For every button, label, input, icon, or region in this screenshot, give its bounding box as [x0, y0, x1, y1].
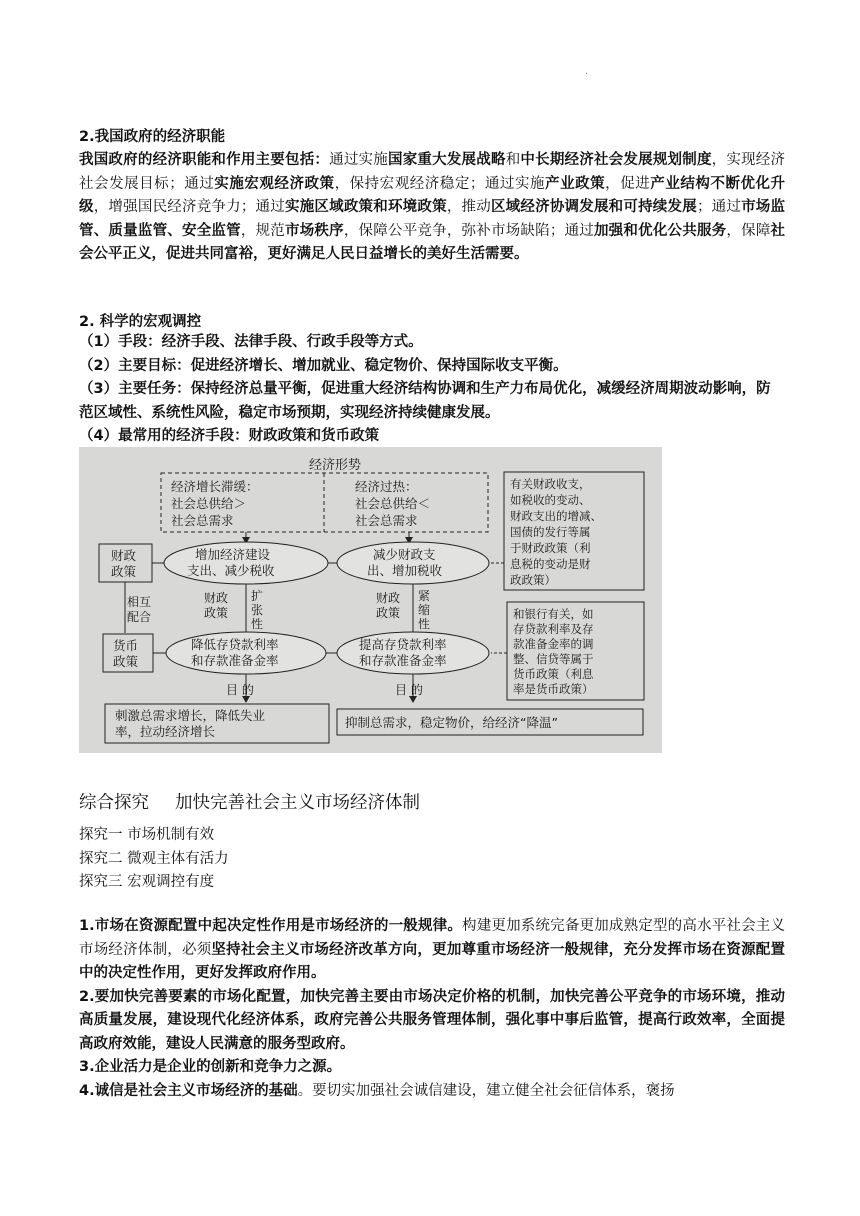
text-run: 通过实施	[329, 152, 388, 168]
text-run: 中长期经济社会发展规划制度	[520, 152, 712, 168]
contract-fiscal-text: 出、增加税收	[367, 563, 443, 578]
contract-monetary-text: 和存款准备金率	[359, 653, 447, 668]
text-run: 市场监管、质量监管、安全监管	[79, 199, 786, 239]
section-1-body	[79, 149, 785, 267]
text-run: ；通过	[696, 199, 742, 215]
text-run: 社会公平正义，促进共同富裕，更好满足人民日益增长的美好生活需要。	[79, 222, 786, 262]
diagram-header: 经济形势	[309, 458, 362, 473]
text-run: ，推动	[446, 199, 491, 215]
coordination-label: 配合	[127, 610, 152, 624]
monetary-note-line: 率是货币政策）	[513, 682, 594, 696]
text-run: 4.诚信是社会主义市场经济的基础	[79, 1082, 298, 1099]
fiscal-note-line: 有关财政收支，	[510, 477, 591, 491]
list-item: 探究三 宏观调控有度	[79, 874, 215, 890]
right-situation-line: 社会总供给＜	[355, 496, 431, 511]
text-run: 2.要加快完善要素的市场化配置，加快完善主要由市场决定价格的机制，加快完善公平竞争的市场环境，推动高质量发展，建设现代化经济体系，政府完善公共服务管理体制，强化事中事后监管，提高行政效率，全面提高政府效能，建设人民满意的服务型政府。	[79, 988, 785, 1052]
text-run: 和	[505, 152, 521, 168]
monetary-note-line: 整、信贷等属于	[513, 652, 594, 666]
text-run: ，增强国民经济竞争力；通过	[93, 199, 285, 215]
list-item: （4）最常用的经济手段：财政政策和货币政策	[79, 428, 380, 444]
expand-monetary-text: 和存款准备金率	[191, 653, 279, 668]
left-situation-line: 经济增长滞缓：	[171, 479, 259, 494]
left-situation-line: 社会总需求	[171, 513, 234, 528]
purpose-label: 目 的	[395, 683, 423, 697]
text-run: ，实现经济社会发展目标；通过	[79, 152, 786, 192]
page-dot-mark: .	[585, 66, 589, 77]
fiscal-note-line: 国债的发行等属	[510, 525, 591, 539]
text-run: 市场秩序	[284, 222, 344, 239]
expansionary-label: 性	[251, 617, 264, 631]
expand-monetary-text: 降低存贷款利率	[191, 637, 279, 652]
mid-fiscal-label: 财政	[204, 591, 229, 605]
text-run: 实施区域政策和环境政策	[284, 199, 447, 215]
text-run: ，规范	[240, 222, 285, 239]
list-item: （2）主要目标：促进经济增长、增加就业、稳定物价、保持国际收支平衡。	[79, 357, 568, 374]
contractionary-label: 缩	[418, 603, 431, 617]
section-3-paragraph	[79, 1056, 785, 1080]
text-run: 构建更加系统完备更加成熟定型的高水平社会主义市场经济体制，必须	[79, 918, 785, 958]
mid-fiscal-label: 财政	[376, 591, 401, 605]
right-situation-line: 经济过热：	[355, 479, 418, 494]
contractionary-label: 性	[418, 617, 431, 631]
section-2-title: 2. 科学的宏观调控	[79, 314, 202, 330]
explore-list	[79, 824, 229, 895]
text-run: 加强和优化公共服务	[593, 222, 727, 239]
text-run: ，保障公平竞争，弥补市场缺陷；通过	[343, 222, 594, 239]
text-run: ，促进	[605, 175, 651, 192]
monetary-note-line: 款准备金率的调	[513, 637, 594, 651]
contract-fiscal-text: 减少财政支	[373, 547, 436, 562]
text-run: 产业政策	[545, 175, 606, 192]
section-3-paragraph	[79, 1080, 785, 1104]
explore-title	[79, 790, 420, 816]
text-run: ，保障	[726, 222, 771, 239]
contractionary-label: 紧	[418, 589, 431, 603]
section-3-paragraph	[79, 915, 785, 986]
fiscal-policy-label: 财政	[111, 548, 137, 563]
text-run: 3.企业活力是企业的创新和竞争力之源。	[79, 1059, 342, 1075]
text-run: 。要切实加强社会诚信建设，建立健全社会征信体系，褒扬	[297, 1082, 675, 1099]
result-left-text: 刺激总需求增长，降低失业	[115, 708, 266, 723]
contract-monetary-text: 提高存贷款利率	[359, 637, 447, 652]
monetary-policy-label: 货币	[113, 638, 139, 653]
text-run: 我国政府的经济职能和作用主要包括：	[79, 152, 330, 168]
purpose-label: 目 的	[226, 683, 254, 697]
fiscal-note-line: 财政支出的增减、	[510, 509, 602, 523]
expansionary-label: 张	[251, 603, 264, 617]
text-run: 1.市场在资源配置中起决定性作用是市场经济的一般规律。	[79, 918, 463, 934]
text-run: 国家重大发展战略	[387, 152, 506, 168]
mid-fiscal-label: 政策	[204, 606, 229, 620]
list-item: 探究一 市场机制有效	[79, 827, 215, 843]
expansionary-label: 扩	[251, 589, 264, 603]
expand-fiscal-text: 支出、减少税收	[187, 563, 275, 578]
text-run: 产业结构不断优化升级	[79, 175, 786, 215]
text-run: ，保持宏观经济稳定；通过实施	[334, 175, 546, 192]
list-item: 探究二 微观主体有活力	[79, 850, 229, 867]
result-right-text: 抑制总需求，稳定物价，给经济“降温”	[345, 715, 558, 730]
section-3-paragraph	[79, 986, 785, 1057]
monetary-note-line: 货币政策（利息	[513, 667, 594, 681]
fiscal-note-line: 政政策）	[510, 573, 556, 587]
mid-fiscal-label: 政策	[376, 606, 401, 620]
left-situation-line: 社会总供给＞	[171, 496, 247, 511]
fiscal-policy-label: 政策	[111, 564, 137, 579]
section-1-title: 2.我国政府的经济职能	[79, 129, 226, 145]
monetary-policy-label: 政策	[113, 654, 139, 669]
text-run: 区域经济协调发展和可持续发展	[490, 199, 697, 215]
coordination-label: 相互	[127, 595, 152, 609]
result-left-text: 率，拉动经济增长	[115, 724, 216, 739]
fiscal-note-line: 如税收的变动、	[510, 493, 591, 507]
right-situation-line: 社会总需求	[355, 513, 418, 528]
fiscal-note-line: 于财政政策（利	[510, 541, 591, 555]
text-run: 实施宏观经济政策	[214, 175, 335, 192]
macro-policy-diagram	[79, 447, 662, 753]
fiscal-note-line: 息税的变动是财	[510, 557, 591, 571]
explore-title-right: 加快完善社会主义市场经济体制	[175, 793, 420, 813]
list-item: （1）手段：经济手段、法律手段、行政手段等方式。	[79, 334, 423, 350]
section-2-list	[79, 331, 785, 449]
text-run: 坚持社会主义市场经济改革方向，更加尊重市场经济一般规律，充分发挥市场在资源配置中的决定性作用，更好发挥政府作用。	[79, 941, 786, 981]
list-item: （3）主要任务：保持经济总量平衡，促进重大经济结构协调和生产力布局优化，减缓经济周期波动影响，防范区域性、系统性风险，稳定市场预期，实现经济持续健康发展。	[79, 381, 771, 421]
monetary-note-line: 和银行有关，如	[513, 607, 594, 621]
section-3	[79, 915, 785, 1103]
monetary-note-line: 存贷款利率及存	[513, 622, 594, 636]
expand-fiscal-text: 增加经济建设	[195, 547, 271, 562]
explore-title-left: 综合探究	[79, 793, 149, 813]
